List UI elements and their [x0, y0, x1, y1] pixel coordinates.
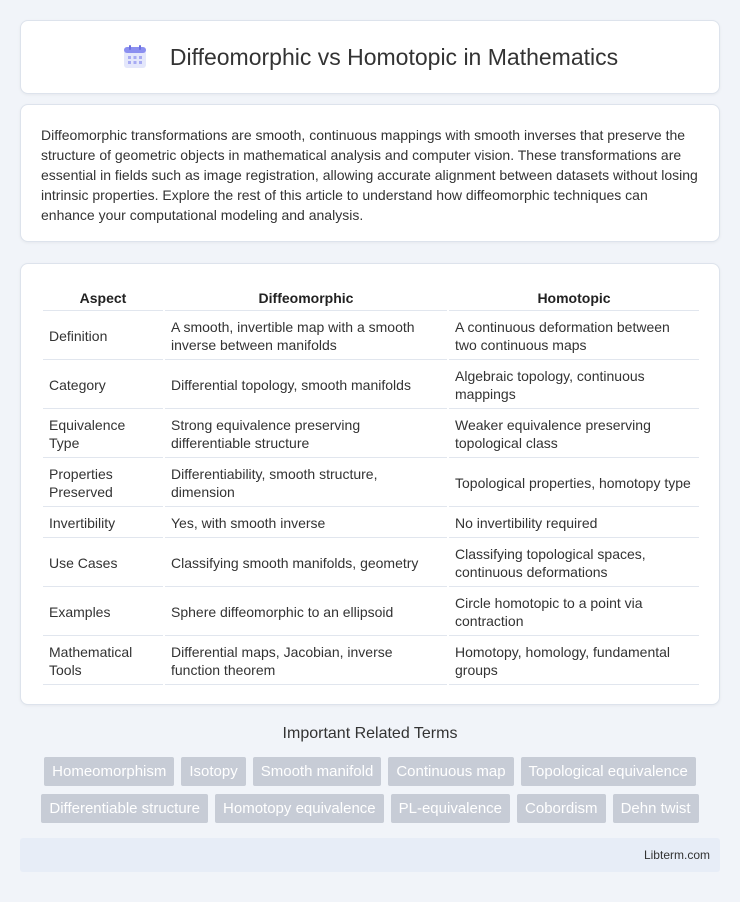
table-cell: Circle homotopic to a point via contraction — [449, 589, 699, 636]
table-cell: Topological properties, homotopy type — [449, 460, 699, 507]
table-row — [43, 362, 699, 409]
comparison-card — [20, 263, 720, 705]
column-header: Diffeomorphic — [165, 286, 447, 311]
table-row — [43, 540, 699, 587]
table-row — [43, 509, 699, 538]
related-term-tag[interactable]: Cobordism — [517, 794, 606, 823]
page-header — [20, 20, 720, 94]
related-term-tag[interactable]: Isotopy — [181, 757, 245, 786]
table-cell: Weaker equivalence preserving topological class — [449, 411, 699, 458]
related-term-tag[interactable]: Smooth manifold — [253, 757, 382, 786]
table-cell: Examples — [43, 589, 163, 636]
related-terms-section — [20, 725, 720, 823]
table-cell: A continuous deformation between two continuous maps — [449, 313, 699, 360]
related-term-tag[interactable]: Continuous map — [388, 757, 513, 786]
table-header-row — [43, 286, 699, 311]
table-cell: Yes, with smooth inverse — [165, 509, 447, 538]
comparison-table — [41, 284, 701, 687]
table-cell: Strong equivalence preserving differentiable structure — [165, 411, 447, 458]
table-cell: Mathematical Tools — [43, 638, 163, 685]
calendar-icon — [122, 44, 148, 70]
table-cell: Category — [43, 362, 163, 409]
table-row — [43, 589, 699, 636]
related-terms-title: Important Related Terms — [282, 725, 458, 742]
table-cell: Classifying topological spaces, continuous deformations — [449, 540, 699, 587]
table-cell: Properties Preserved — [43, 460, 163, 507]
table-cell: Invertibility — [43, 509, 163, 538]
table-row — [43, 460, 699, 507]
table-cell: Equivalence Type — [43, 411, 163, 458]
column-header: Homotopic — [449, 286, 699, 311]
page-title: Diffeomorphic vs Homotopic in Mathematics — [169, 43, 619, 70]
related-term-tag[interactable]: Topological equivalence — [521, 757, 696, 786]
table-row — [43, 638, 699, 685]
related-term-tag[interactable]: Dehn twist — [613, 794, 699, 823]
table-cell: Differential topology, smooth manifolds — [165, 362, 447, 409]
table-cell: Differential maps, Jacobian, inverse function theorem — [165, 638, 447, 685]
table-cell: Homotopy, homology, fundamental groups — [449, 638, 699, 685]
related-term-tag[interactable]: Homotopy equivalence — [215, 794, 384, 823]
table-cell: Definition — [43, 313, 163, 360]
table-cell: No invertibility required — [449, 509, 699, 538]
related-term-tag[interactable]: Differentiable structure — [41, 794, 208, 823]
related-terms-tags — [20, 757, 720, 823]
table-cell: A smooth, invertible map with a smooth inverse between manifolds — [165, 313, 447, 360]
related-term-tag[interactable]: PL-equivalence — [391, 794, 510, 823]
column-header: Aspect — [43, 286, 163, 311]
table-cell: Differentiability, smooth structure, dimension — [165, 460, 447, 507]
related-term-tag[interactable]: Homeomorphism — [44, 757, 174, 786]
intro-card — [20, 104, 720, 242]
footer — [20, 838, 720, 872]
table-cell: Algebraic topology, continuous mappings — [449, 362, 699, 409]
intro-text: Diffeomorphic transformations are smooth, continuous mappings with smooth inverses that preserve the structure of geometric objects in mathematical analysis and computer vision. These transformations are essential in fields such as image registration, allowing accurate alignment between datasets without losing intrinsic properties. Explore the rest of this article to understand how diffeomorphic techniques can enhance your computational modeling and analysis. — [41, 127, 698, 223]
table-cell: Sphere diffeomorphic to an ellipsoid — [165, 589, 447, 636]
table-row — [43, 411, 699, 458]
footer-brand-link[interactable]: Libterm.com — [643, 848, 710, 862]
table-row — [43, 313, 699, 360]
table-cell: Use Cases — [43, 540, 163, 587]
table-cell: Classifying smooth manifolds, geometry — [165, 540, 447, 587]
